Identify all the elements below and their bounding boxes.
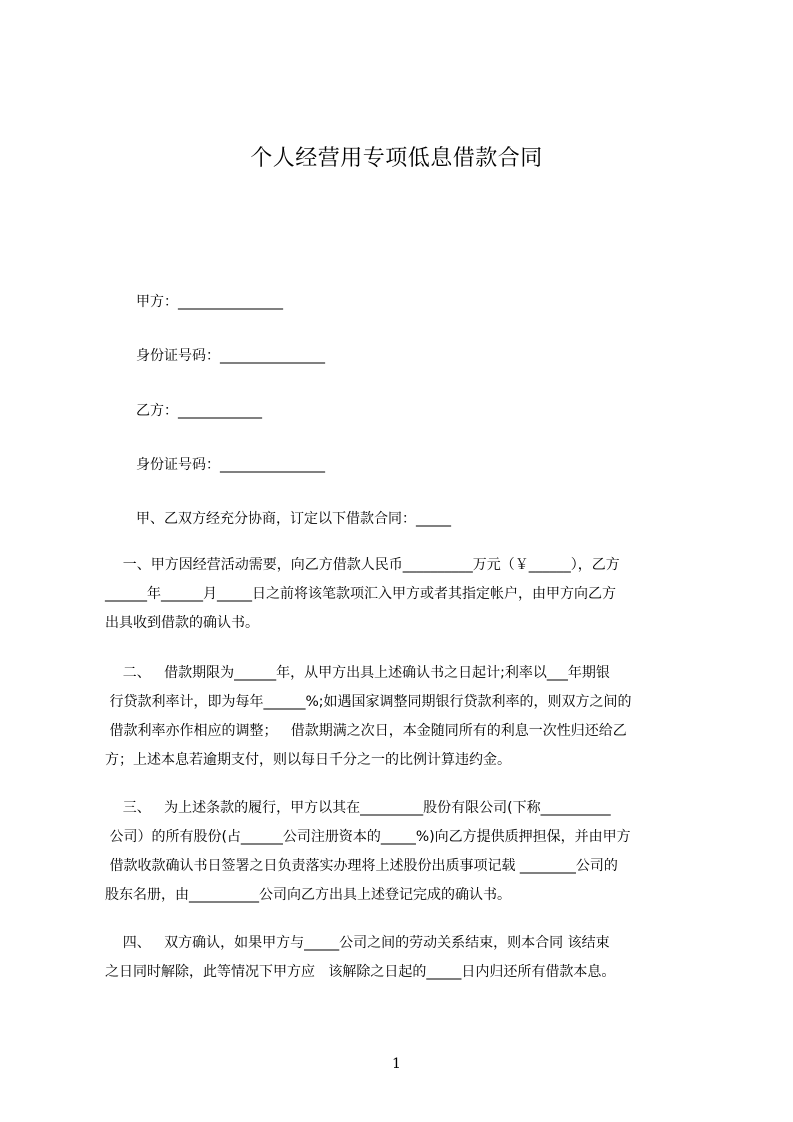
clause-1 [105,551,701,638]
clause-2 [105,659,701,775]
clause-4 [105,929,701,987]
contract-intro: 甲、乙双方经充分协商，订定以下借款合同：_____ [136,511,451,527]
party-b-field: 乙方：____________ [136,403,262,419]
clause-line: 行贷款利率计，即为每年______%;如遇国家调整同期银行贷款利率的，则双方之间的 [105,694,632,710]
document-title: 个人经营用专项低息借款合同 [250,146,543,171]
clause-line: 方；上述本息若逾期支付，则以每日千分之一的比例计算违约金。 [105,752,511,768]
clause-line: 之日同时解除，此等情况下甲方应 该解除之日起的_____日内归还所有借款本息。 [105,964,616,980]
clause-line: 四、 双方确认，如果甲方与_____公司之间的劳动关系结束，则本合同 该结束 [105,935,610,951]
clause-3 [105,794,701,910]
clause-line: 公司）的所有股份(占______公司注册资本的_____%)向乙方提供质押担保，并由甲方 [105,829,631,845]
clause-line: 二、 借款期限为______年，从甲方出具上述确认书之日起计;利率以___年期银 [105,665,610,681]
clause-line: 三、 为上述条款的履行，甲方以其在_________股份有限公司(下称__________ [105,800,611,816]
clause-line: 借款利率亦作相应的调整； 借款期满之次日，本金随同所有的利息一次性归还给乙 [105,723,627,739]
clause-line: 一、甲方因经营活动需要，向乙方借款人民币__________万元（￥______），乙方 [105,557,620,573]
party-a-field: 甲方：_______________ [136,294,283,310]
clause-line: ______年______月_____日之前将该笔款项汇入甲方或者其指定帐户，由甲方向乙方 [105,586,616,602]
clause-line: 出具收到借款的确认书。 [105,615,259,631]
party-b-id-field: 身份证号码：_______________ [136,457,325,473]
page-number: 1 [392,1056,401,1072]
clause-line: 股东名册，由__________公司向乙方出具上述登记完成的确认书。 [105,887,511,903]
clause-line: 借款收款确认书日签署之日负责落实办理将上述股份出质事项记载 ________公司的 [105,858,618,874]
party-a-id-field: 身份证号码：_______________ [136,348,325,364]
